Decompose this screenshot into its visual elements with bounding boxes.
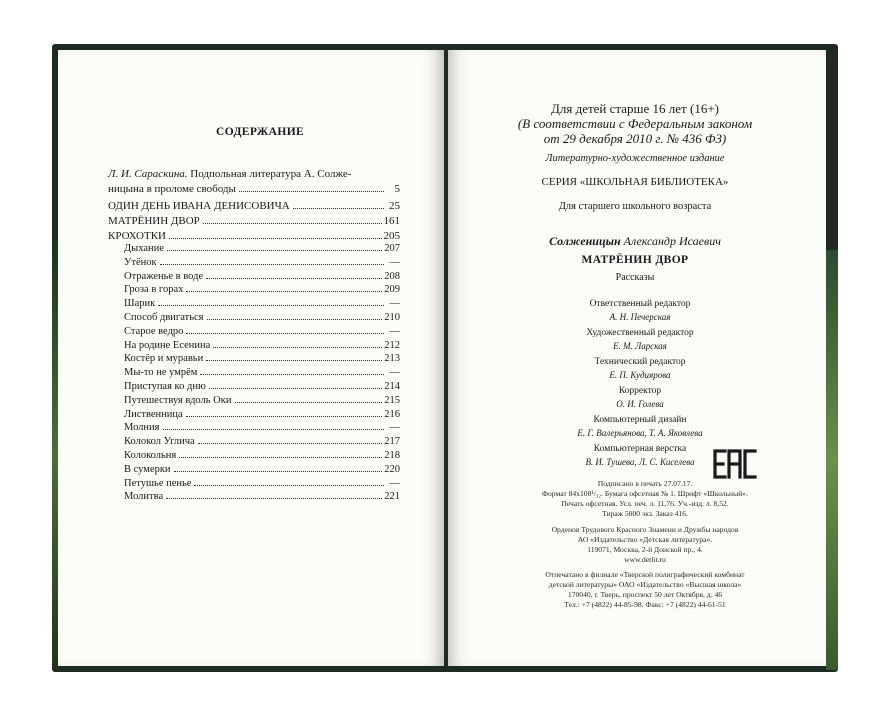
toc-sub-label: Колокольня [124,450,177,461]
toc-sub-entry[interactable] [124,340,400,355]
toc-leader-dots [239,191,384,192]
toc-sub-entry[interactable] [124,450,400,465]
toc-sub-page: — [389,325,400,337]
intro-author: Л. И. Сараскина. [108,168,188,180]
toc-sub-entry[interactable] [124,478,400,493]
toc-sub-page: 210 [384,312,400,323]
toc-intro-entry[interactable] [108,183,400,198]
toc-sub-page: — [389,477,400,489]
publisher-line: АО «Издательство «Детская литература». [577,535,713,544]
toc-sub-page: 208 [384,270,400,282]
cover-edge-right [826,250,838,670]
toc-entry-page: 5 [394,183,400,195]
toc-sub-label: Лиственница [124,408,183,420]
toc-sub-page: — [389,256,400,268]
reader-age: Для старшего школьного возраста [558,201,712,212]
publisher-line: 119071, Москва, 2-й Донской пр., 4. [587,545,703,554]
toc-sub-label: На родине Есенина [124,339,211,351]
toc-entry-page: 161 [383,215,400,227]
toc-leader-dots [206,278,382,279]
toc-entry-page: 25 [389,200,400,212]
toc-sub-page: 209 [384,284,400,296]
toc-sub-entry[interactable] [124,243,400,258]
toc-leader-dots [166,498,382,499]
law-note-line-1: (В соответствии с Федеральным законом [517,116,753,131]
print-info-line: Подписано в печать 27.07.17. [597,479,693,488]
toc-leader-dots [293,208,384,209]
toc-leader-dots [203,223,382,224]
toc-leader-dots [160,264,384,265]
toc-sub-label: Путешествуя вдоль Оки [124,394,232,406]
credit-role: Корректор [618,386,662,396]
toc-leader-dots [209,388,382,389]
edition-type: Литературно-художественное издание [545,153,725,164]
toc-leader-dots [186,291,382,292]
toc-sub-label: Утёнок [124,256,157,268]
credit-role: Технический редактор [594,357,686,367]
credit-name: Е. П. Кудиярова [609,370,671,380]
toc-sub-entry[interactable] [124,326,400,341]
toc-sub-label: Отраженье в воде [124,270,204,282]
toc-intro-line-1 [108,168,351,180]
author-given-names: Александр Исаевич [620,234,721,248]
toc-leader-dots [174,471,383,472]
toc-leader-dots [194,485,384,486]
credit-name: Е. Г. Валерьянова, Т. А. Яковлева [577,428,703,438]
toc-sub-page: 207 [384,243,400,254]
age-rating: Для детей старше 16 лет (16+) [551,101,719,116]
toc-entry[interactable] [108,215,400,230]
toc-sub-label: Колокол Углича [124,436,195,448]
print-info-line: Печать офсетная. Усл. печ. л. 11,76. Уч.-изд. л. 8,52. [561,499,729,508]
toc-leader-dots [235,402,383,403]
toc-sub-label: Шарик [124,298,156,310]
credit-name: В. И. Тушева, Л. С. Киселева [585,457,695,467]
toc-sub-entry[interactable] [124,491,400,506]
printer-line: 170040, г. Тверь, проспект 50 лет Октября, д. 46 [567,590,723,599]
toc-sub-entry[interactable] [124,353,400,368]
toc-title: СОДЕРЖАНИЕ [216,126,305,138]
toc-leader-dots [207,319,383,320]
printer-line: Тел.: +7 (4822) 44-85-98. Факс: +7 (4822) 44-61-51 [564,600,726,609]
toc-sub-page: 213 [384,353,400,365]
toc-leader-dots [200,374,384,375]
toc-sub-page: 212 [384,339,400,351]
toc-sub-page: 218 [384,450,400,461]
toc-leader-dots [158,305,384,306]
toc-sub-entry[interactable] [124,464,400,479]
toc-sub-label: Гроза в горах [124,284,184,296]
law-note-line-2: от 29 декабря 2010 г. № 436 ФЗ) [543,131,727,146]
toc-sub-page: 220 [384,463,400,475]
toc-entry-page: 205 [383,230,400,242]
toc-sub-label: Молния [124,422,160,434]
toc-leader-dots [186,416,383,417]
toc-leader-dots [206,360,382,361]
toc-sub-label: В сумерки [124,463,171,475]
print-info-line: Тираж 5000 экз. Заказ 416. [602,509,688,518]
toc-sub-entry[interactable] [124,381,400,396]
toc-leader-dots [167,250,382,251]
toc-sub-entry[interactable] [124,367,400,382]
toc-sub-entry[interactable] [124,284,400,299]
author-name [500,234,770,249]
toc-sub-page: 221 [384,491,400,503]
toc-entry-label: ницына в проломе свободы [108,183,236,195]
toc-leader-dots [213,347,382,348]
toc-sub-label: Петушье пенье [124,477,192,489]
credit-role: Компьютерная верстка [593,444,687,454]
credit-role: Художественный редактор [586,328,694,338]
publisher-line: Орденов Трудового Красного Знамени и Дружбы народов [551,525,739,534]
toc-sub-label: Молитва [124,491,164,503]
toc-sub-label: Дыхание [124,243,164,254]
toc-entry-label: МАТРЁНИН ДВОР [108,215,200,227]
toc-sub-page: 215 [384,394,400,406]
toc-sub-page: 214 [384,381,400,392]
toc-sub-page: — [389,367,400,379]
toc-sub-label: Костёр и муравьи [124,353,204,365]
eac-mark-icon [712,448,758,480]
toc-sub-entry[interactable] [124,422,400,437]
credit-role: Ответственный редактор [589,299,691,309]
toc-sub-page: — [389,422,400,434]
credit-name: А. Н. Печерская [609,312,671,322]
toc-entry-label: ОДИН ДЕНЬ ИВАНА ДЕНИСОВИЧА [108,200,290,212]
toc-sub-entry[interactable] [124,312,400,327]
toc-leader-dots [198,443,383,444]
author-surname: Солженицын [549,234,621,248]
toc-sub-entry[interactable] [124,298,400,313]
book-subtitle: Рассказы [615,272,655,283]
toc-sub-entry[interactable] [124,395,400,410]
toc-sub-entry[interactable] [124,436,400,451]
series-name: СЕРИЯ «ШКОЛЬНАЯ БИБЛИОТЕКА» [541,176,729,188]
toc-sub-label: Старое ведро [124,325,184,337]
book-title: МАТРЁНИН ДВОР [581,254,689,266]
toc-entry-label: КРОХОТКИ [108,230,167,242]
toc-leader-dots [163,429,385,430]
credit-name: О. И. Голева [616,399,664,409]
print-info-line: Формат 84х108¹/₃₂. Бумага офсетная № 1. Шрифт «Школьный». [542,489,748,498]
toc-sub-page: — [389,298,400,310]
credit-role: Компьютерный дизайн [593,415,687,425]
toc-sub-label: Способ двигаться [124,312,204,323]
credit-name: Е. М. Ларская [613,341,667,351]
publisher-website[interactable]: www.detlit.ru [624,555,666,564]
toc-sub-page: 216 [384,408,400,420]
toc-sub-label: Мы-то не умрём [124,367,198,379]
toc-leader-dots [186,333,384,334]
printer-line: детской литературы» ОАО «Издательство «Высшая школа» [548,580,742,589]
toc-sub-entry[interactable] [124,271,400,286]
toc-sub-label: Приступая ко дню [124,381,206,392]
printer-line: Отпечатано в филиале «Тверской полиграфический комбинат [545,570,745,579]
toc-sub-entry[interactable] [124,409,400,424]
toc-leader-dots [169,238,381,239]
toc-sub-page: 217 [384,436,400,448]
toc-sub-entry[interactable] [124,257,400,272]
toc-entry[interactable] [108,200,400,215]
intro-text-1: Подпольная литература А. Солже- [187,168,352,180]
toc-leader-dots [179,457,382,458]
